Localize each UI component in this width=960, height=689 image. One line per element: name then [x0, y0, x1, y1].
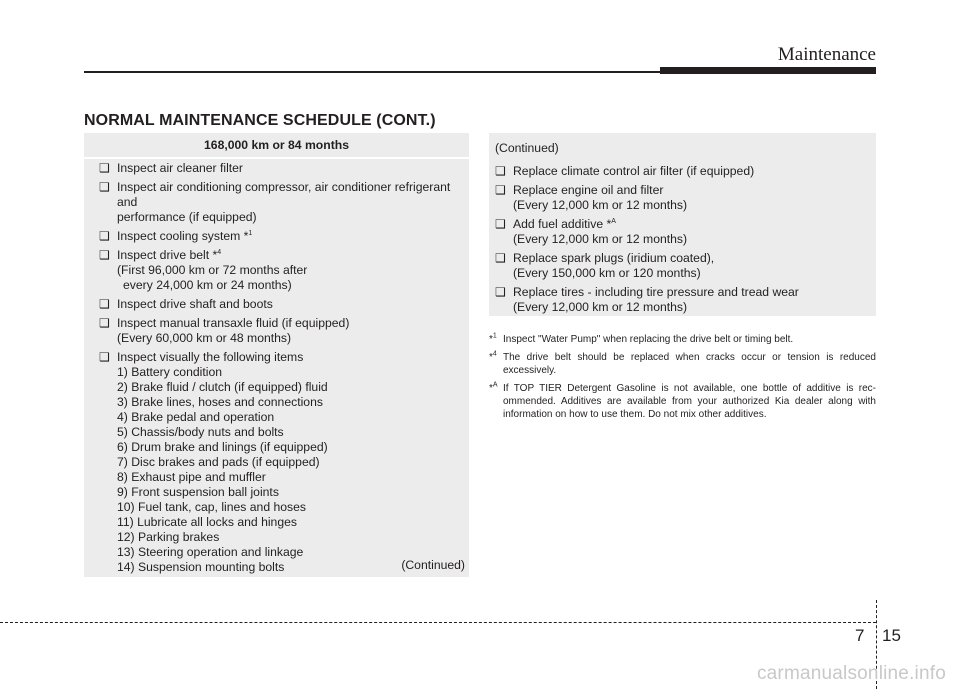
chapter-number: 7: [855, 626, 865, 645]
visual-item: 13) Steering operation and linkage: [117, 545, 304, 559]
continued-label: (Continued): [495, 141, 559, 155]
footnotes: [489, 333, 876, 426]
visual-item: 1) Battery condition: [117, 365, 223, 379]
item-text: Inspect air cleaner filter: [117, 161, 243, 175]
list-item: [99, 350, 463, 575]
list-item: [99, 229, 463, 244]
item-text: Inspect drive belt *: [117, 248, 218, 262]
list-item: [99, 180, 463, 225]
footnote-text: The drive belt should be replaced when cracks occur or tension is reduced excessively.: [503, 352, 876, 376]
header-rule-thick: [660, 67, 876, 74]
item-subtext: (Every 12,000 km or 12 months): [513, 300, 688, 314]
item-subtext: performance (if equipped): [117, 210, 257, 224]
checkbox-icon: ❑: [99, 350, 110, 364]
item-subtext: (Every 12,000 km or 12 months): [513, 198, 688, 212]
visual-item: 12) Parking brakes: [117, 530, 220, 544]
left-schedule-box: [84, 133, 469, 577]
footnote: [489, 351, 876, 377]
item-text: Inspect cooling system *: [117, 229, 249, 243]
footnote-text: Inspect "Water Pump" when replacing the drive belt or timing belt.: [503, 334, 794, 345]
list-item: [99, 316, 463, 346]
visual-item: 4) Brake pedal and operation: [117, 410, 275, 424]
item-text: Replace engine oil and filter: [513, 183, 664, 197]
checkbox-icon: ❑: [495, 285, 506, 299]
list-item: [99, 161, 463, 176]
schedule-interval-header: 168,000 km or 84 months: [84, 133, 469, 159]
header-rule-thin: [84, 71, 660, 73]
item-text: Replace spark plugs (iridium coated),: [513, 251, 715, 265]
left-item-list: [84, 159, 469, 575]
visual-item: 2) Brake fluid / clutch (if equipped) fluid: [117, 380, 328, 394]
watermark: carmanualsonline.info: [756, 663, 946, 684]
item-text: Replace climate control air filter (if equipped): [513, 164, 755, 178]
section-title: Maintenance: [777, 44, 876, 65]
visual-item: 3) Brake lines, hoses and connections: [117, 395, 323, 409]
checkbox-icon: ❑: [99, 316, 110, 330]
visual-item: 11) Lubricate all locks and hinges: [117, 515, 297, 529]
item-text: Inspect drive shaft and boots: [117, 297, 273, 311]
item-subtext: (Every 60,000 km or 48 months): [117, 331, 292, 345]
checkbox-icon: ❑: [495, 164, 506, 178]
footnote: [489, 382, 876, 421]
item-text: Replace tires - including tire pressure and tread wear: [513, 285, 799, 299]
item-subtext: every 24,000 km or 24 months): [123, 278, 292, 292]
checkbox-icon: ❑: [99, 297, 110, 311]
right-schedule-box: [489, 133, 876, 316]
item-text: Inspect visually the following items: [117, 350, 304, 364]
page-heading: NORMAL MAINTENANCE SCHEDULE (CONT.): [84, 112, 436, 129]
footnote-mark: *$^1$: [489, 332, 497, 345]
checkbox-icon: ❑: [99, 161, 110, 175]
page-number: 15: [882, 626, 901, 645]
footnote-ref: 4: [217, 248, 222, 256]
list-item: [495, 183, 870, 213]
visual-item: 6) Drum brake and linings (if equipped): [117, 440, 328, 454]
footnote-ref: A: [611, 217, 616, 225]
list-item: [495, 251, 870, 281]
footer-rule: [0, 622, 876, 623]
visual-item: 7) Disc brakes and pads (if equipped): [117, 455, 320, 469]
footnote-text: If TOP TIER Detergent Gasoline is not available, one bottle of additive is rec-ommended. Additives are available from your authorized Kia dealer along with information on how to use them. Do not mix other additives.: [503, 383, 876, 420]
visual-item: 5) Chassis/body nuts and bolts: [117, 425, 284, 439]
item-text: Inspect air conditioning compressor, air conditioner refrigerant and: [117, 180, 451, 209]
visual-inspection-list: [99, 365, 463, 575]
checkbox-icon: ❑: [495, 217, 506, 231]
item-text: Add fuel additive *: [513, 217, 612, 231]
visual-item: 14) Suspension mounting bolts: [117, 560, 285, 574]
checkbox-icon: ❑: [99, 248, 110, 262]
checkbox-icon: ❑: [99, 180, 110, 194]
visual-item: 9) Front suspension ball joints: [117, 485, 279, 499]
checkbox-icon: ❑: [495, 183, 506, 197]
visual-item: 10) Fuel tank, cap, lines and hoses: [117, 500, 307, 514]
visual-item: 8) Exhaust pipe and muffler: [117, 470, 266, 484]
item-text: Inspect manual transaxle fluid (if equipped): [117, 316, 350, 330]
footnote-ref: 1: [248, 229, 253, 237]
list-item: [495, 285, 870, 315]
item-subtext: (Every 12,000 km or 12 months): [513, 232, 688, 246]
item-subtext: (Every 150,000 km or 120 months): [513, 266, 701, 280]
footnote-mark: *$^4$: [489, 350, 497, 363]
list-item: [495, 164, 870, 179]
footnote-mark: *$^A$: [489, 381, 498, 394]
checkbox-icon: ❑: [99, 229, 110, 243]
item-subtext: (First 96,000 km or 72 months after: [117, 263, 308, 277]
footnote: [489, 333, 876, 346]
list-item: [99, 248, 463, 293]
checkbox-icon: ❑: [495, 251, 506, 265]
list-item: [99, 297, 463, 312]
continued-label: (Continued): [401, 558, 465, 572]
list-item: [495, 217, 870, 247]
